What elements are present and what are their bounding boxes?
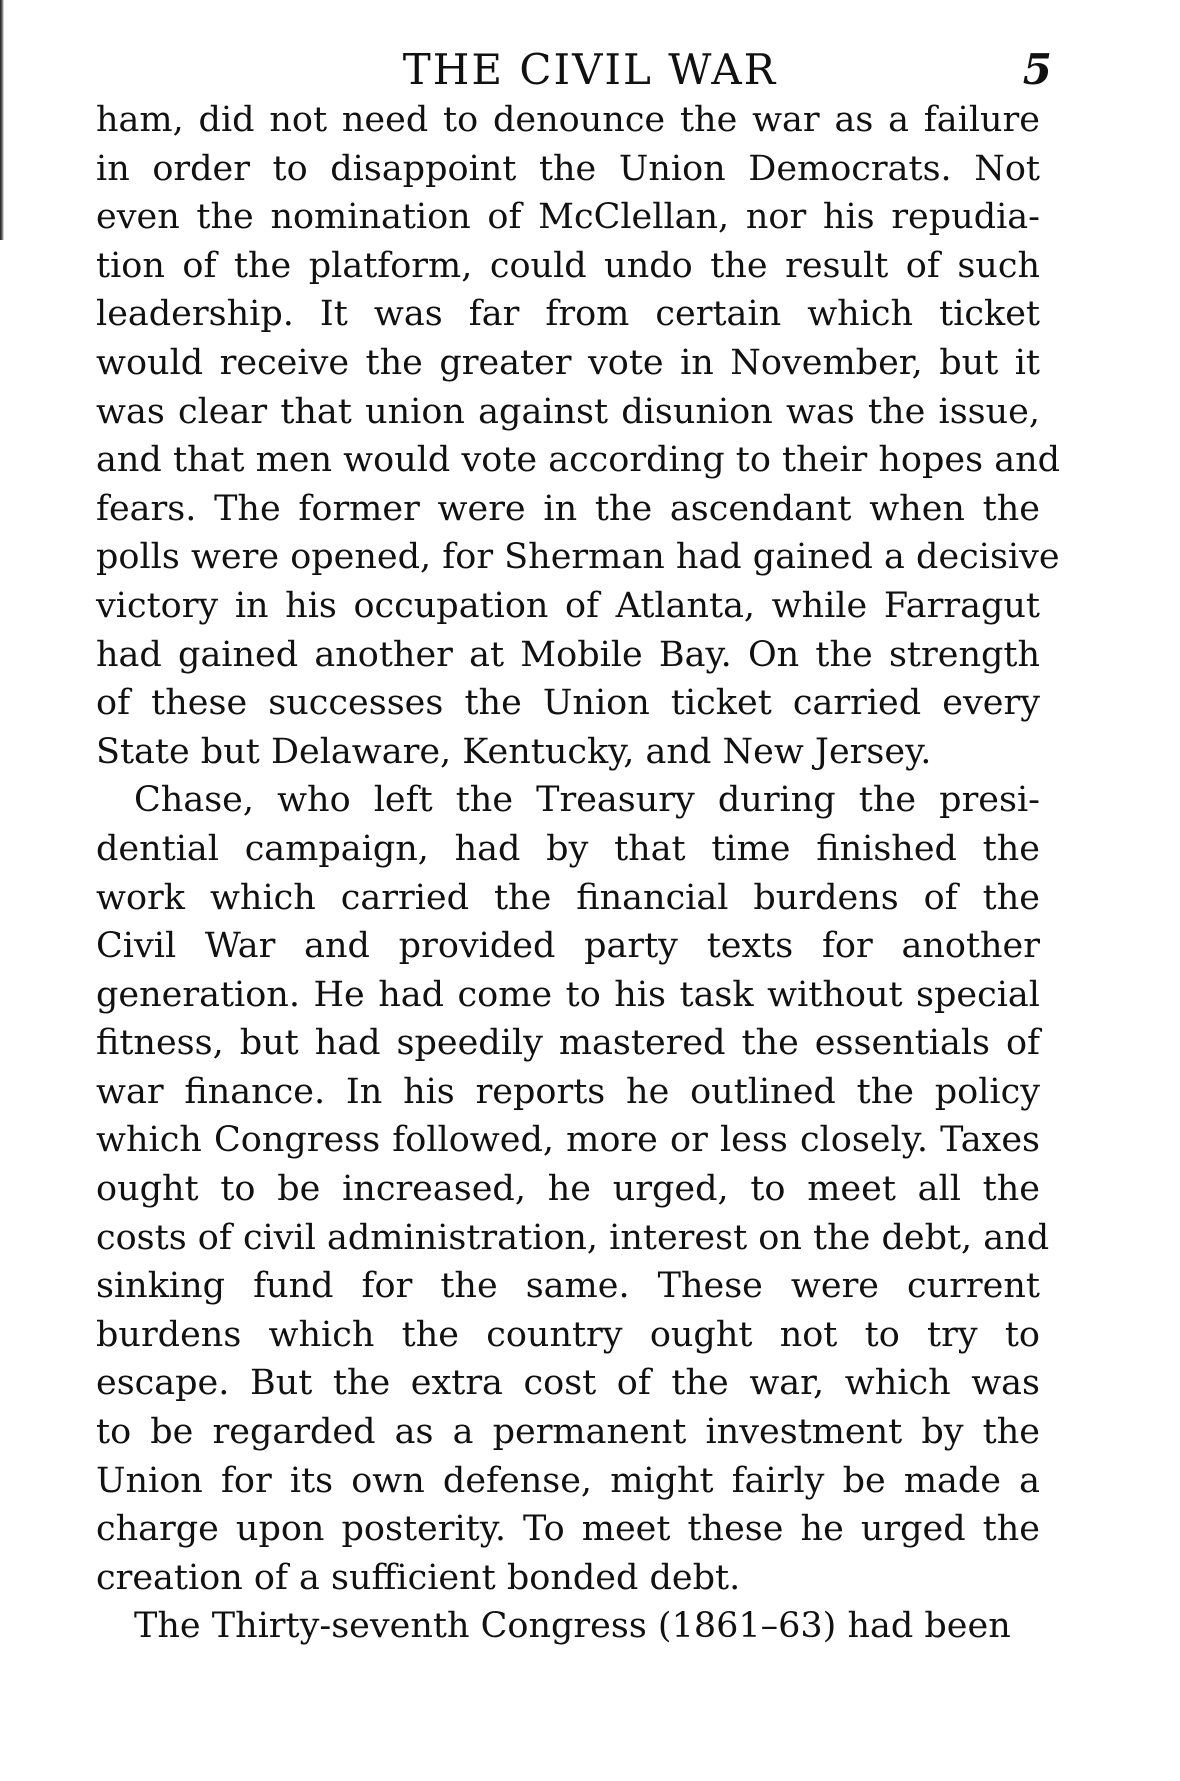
- text-line: dential campaign, had by that time finished the: [96, 828, 1040, 869]
- paragraph: [96, 776, 1050, 1602]
- text-line: tion of the platform, could undo the result of such: [96, 245, 1040, 286]
- text-line: even the nomination of McClellan, nor his repudia-: [96, 197, 1040, 238]
- text-line: Union for its own defense, might fairly be made a: [96, 1460, 1040, 1501]
- text-line: sinking fund for the same. These were current: [96, 1266, 1040, 1307]
- text-line: creation of a sufficient bonded debt.: [96, 1557, 741, 1598]
- text-line: work which carried the financial burdens of the: [96, 877, 1040, 918]
- page-number: 5: [1022, 45, 1052, 94]
- running-head: [0, 40, 1180, 100]
- text-line: generation. He had come to his task without special: [96, 974, 1040, 1015]
- text-line: of these successes the Union ticket carried every: [96, 683, 1040, 724]
- text-line: to be regarded as a permanent investment by the: [96, 1412, 1040, 1453]
- text-line: costs of civil administration, interest on the debt, and: [96, 1217, 1050, 1258]
- body-text: [96, 96, 1061, 1651]
- text-line: fears. The former were in the ascendant when the: [96, 488, 1040, 529]
- text-line: ought to be increased, he urged, to meet all the: [96, 1169, 1040, 1210]
- text-line: State but Delaware, Kentucky, and New Jersey.: [96, 731, 932, 772]
- text-line: escape. But the extra cost of the war, which was: [96, 1363, 1040, 1404]
- text-line: charge upon posterity. To meet these he urged the: [96, 1509, 1040, 1550]
- text-line: leadership. It was far from certain which ticket: [96, 294, 1040, 335]
- paragraph: [96, 96, 1061, 776]
- text-line: ham, did not need to denounce the war as a failure: [96, 100, 1040, 140]
- text-line: burdens which the country ought not to try to: [96, 1314, 1040, 1355]
- text-line: would receive the greater vote in November, but it: [96, 342, 1040, 383]
- text-line: fitness, but had speedily mastered the essentials of: [96, 1023, 1040, 1064]
- text-line: war finance. In his reports he outlined the policy: [96, 1071, 1040, 1112]
- text-line: in order to disappoint the Union Democrats. Not: [96, 148, 1040, 189]
- text-line: and that men would vote according to their hopes and: [96, 440, 1061, 481]
- text-line: victory in his occupation of Atlanta, while Farragut: [96, 585, 1040, 626]
- running-head-title: THE CIVIL WAR: [402, 45, 778, 94]
- paragraph: [96, 1602, 1040, 1651]
- text-line: The Thirty-seventh Congress (1861–63) had been: [134, 1606, 1011, 1647]
- text-line: Civil War and provided party texts for another: [96, 926, 1040, 967]
- text-line: had gained another at Mobile Bay. On the strength: [96, 634, 1040, 675]
- text-line: was clear that union against disunion was the issue,: [96, 391, 1040, 432]
- text-line: polls were opened, for Sherman had gained a decisive: [96, 537, 1060, 578]
- text-line: Chase, who left the Treasury during the presi-: [134, 780, 1040, 821]
- text-line: which Congress followed, more or less closely. Taxes: [96, 1120, 1040, 1161]
